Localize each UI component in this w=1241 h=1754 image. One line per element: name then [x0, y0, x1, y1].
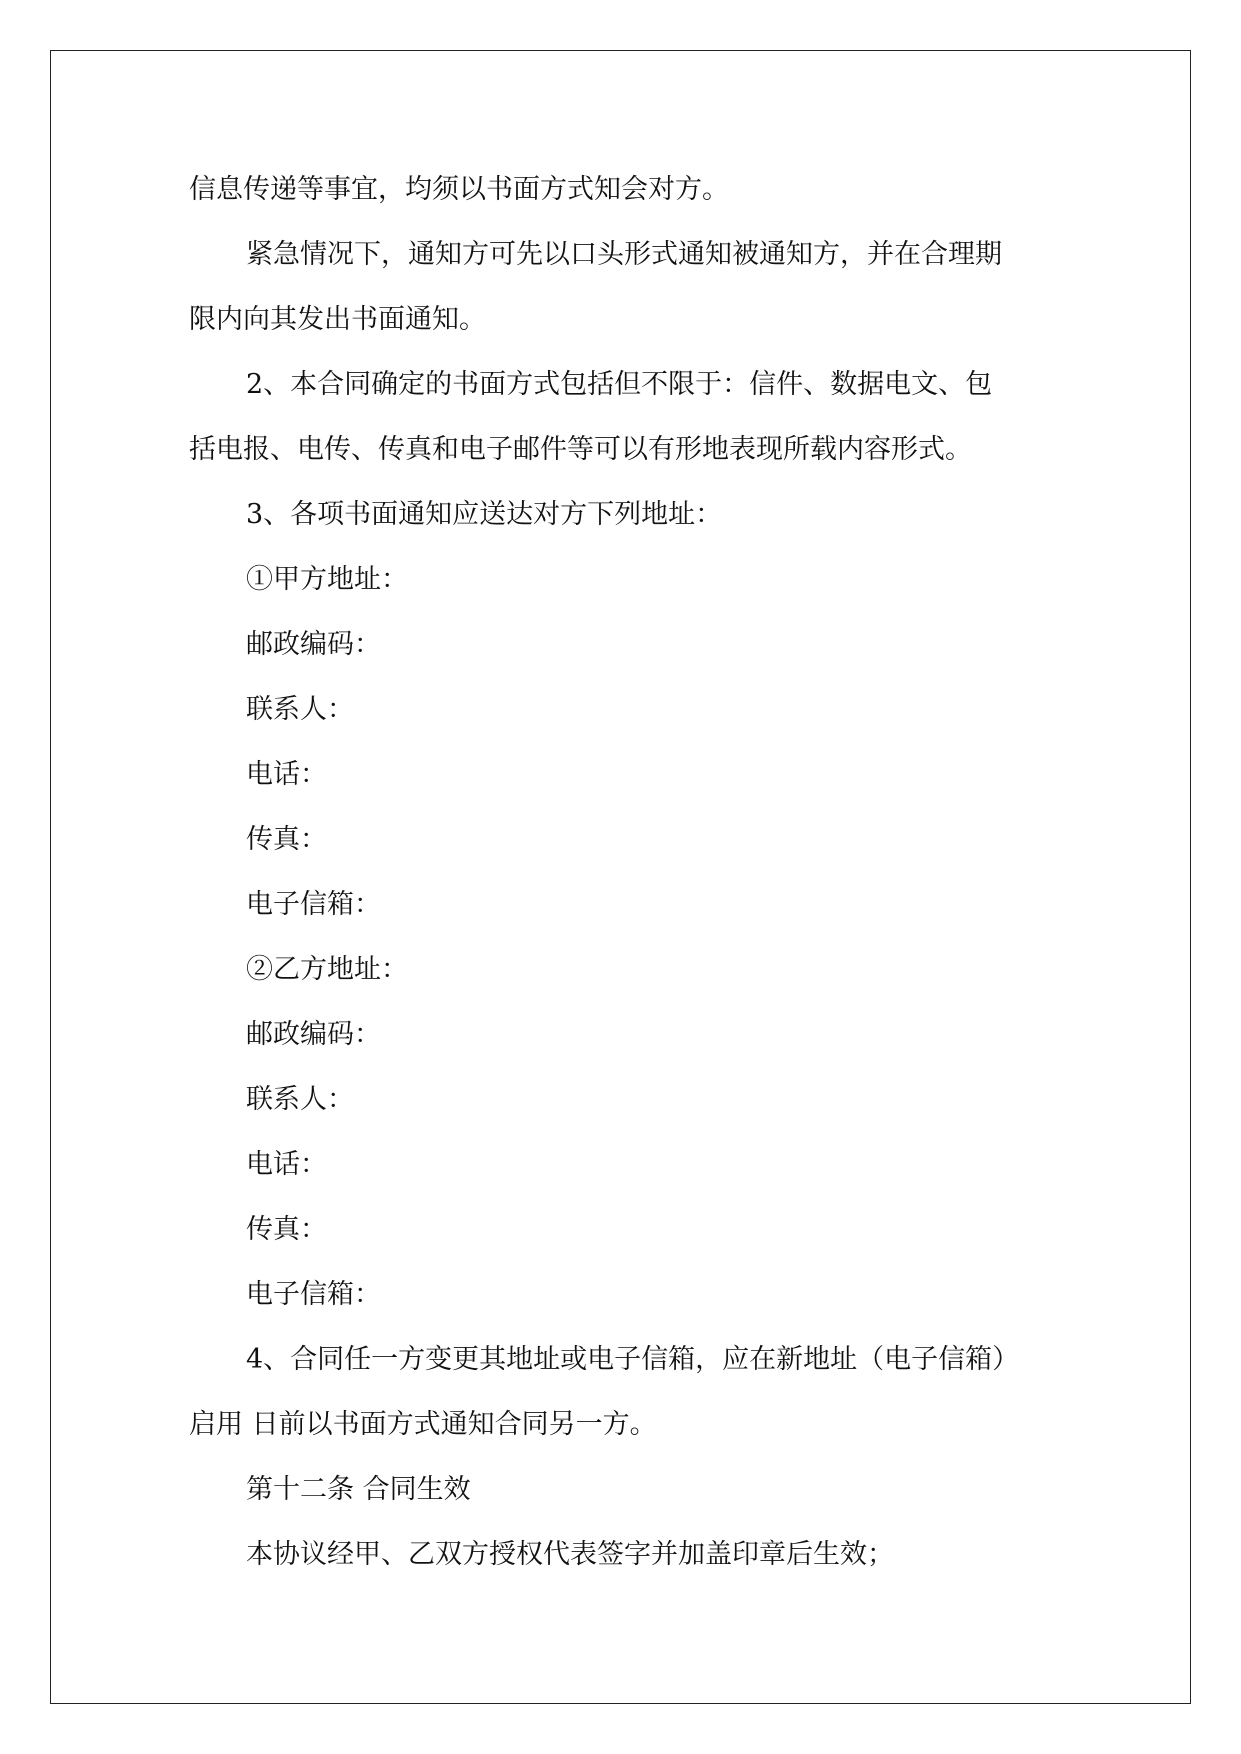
text-line: 括电报、电传、传真和电子邮件等可以有形地表现所载内容形式。 — [189, 434, 972, 465]
text-line: 信息传递等事宜，均须以书面方式知会对方。 — [189, 174, 729, 205]
text-line: 紧急情况下，通知方可先以口头形式通知被通知方，并在合理期 — [246, 239, 1002, 270]
text-line: 启用 日前以书面方式通知合同另一方。 — [189, 1409, 657, 1440]
text-line: 4、合同任一方变更其地址或电子信箱，应在新地址（电子信箱） — [246, 1344, 1020, 1375]
party-a-contact-label: 联系人： — [246, 694, 354, 725]
party-a-address-label: ①甲方地址： — [246, 564, 408, 595]
document-body — [189, 157, 1069, 1587]
text-line: 3、各项书面通知应送达对方下列地址： — [246, 499, 723, 530]
text-line: 限内向其发出书面通知。 — [189, 304, 486, 335]
party-a-phone-label: 电话： — [246, 759, 327, 790]
party-a-fax-label: 传真： — [246, 824, 327, 855]
party-b-fax-label: 传真： — [246, 1214, 327, 1245]
section-heading: 第十二条 合同生效 — [246, 1474, 471, 1505]
party-b-postcode-label: 邮政编码： — [246, 1019, 381, 1050]
party-a-postcode-label: 邮政编码： — [246, 629, 381, 660]
party-a-email-label: 电子信箱： — [246, 889, 381, 920]
party-b-phone-label: 电话： — [246, 1149, 327, 1180]
text-line: 2、本合同确定的书面方式包括但不限于：信件、数据电文、包 — [246, 369, 993, 400]
text-line: 本协议经甲、乙双方授权代表签字并加盖印章后生效； — [246, 1539, 894, 1570]
party-b-email-label: 电子信箱： — [246, 1279, 381, 1310]
party-b-contact-label: 联系人： — [246, 1084, 354, 1115]
party-b-address-label: ②乙方地址： — [246, 954, 408, 985]
